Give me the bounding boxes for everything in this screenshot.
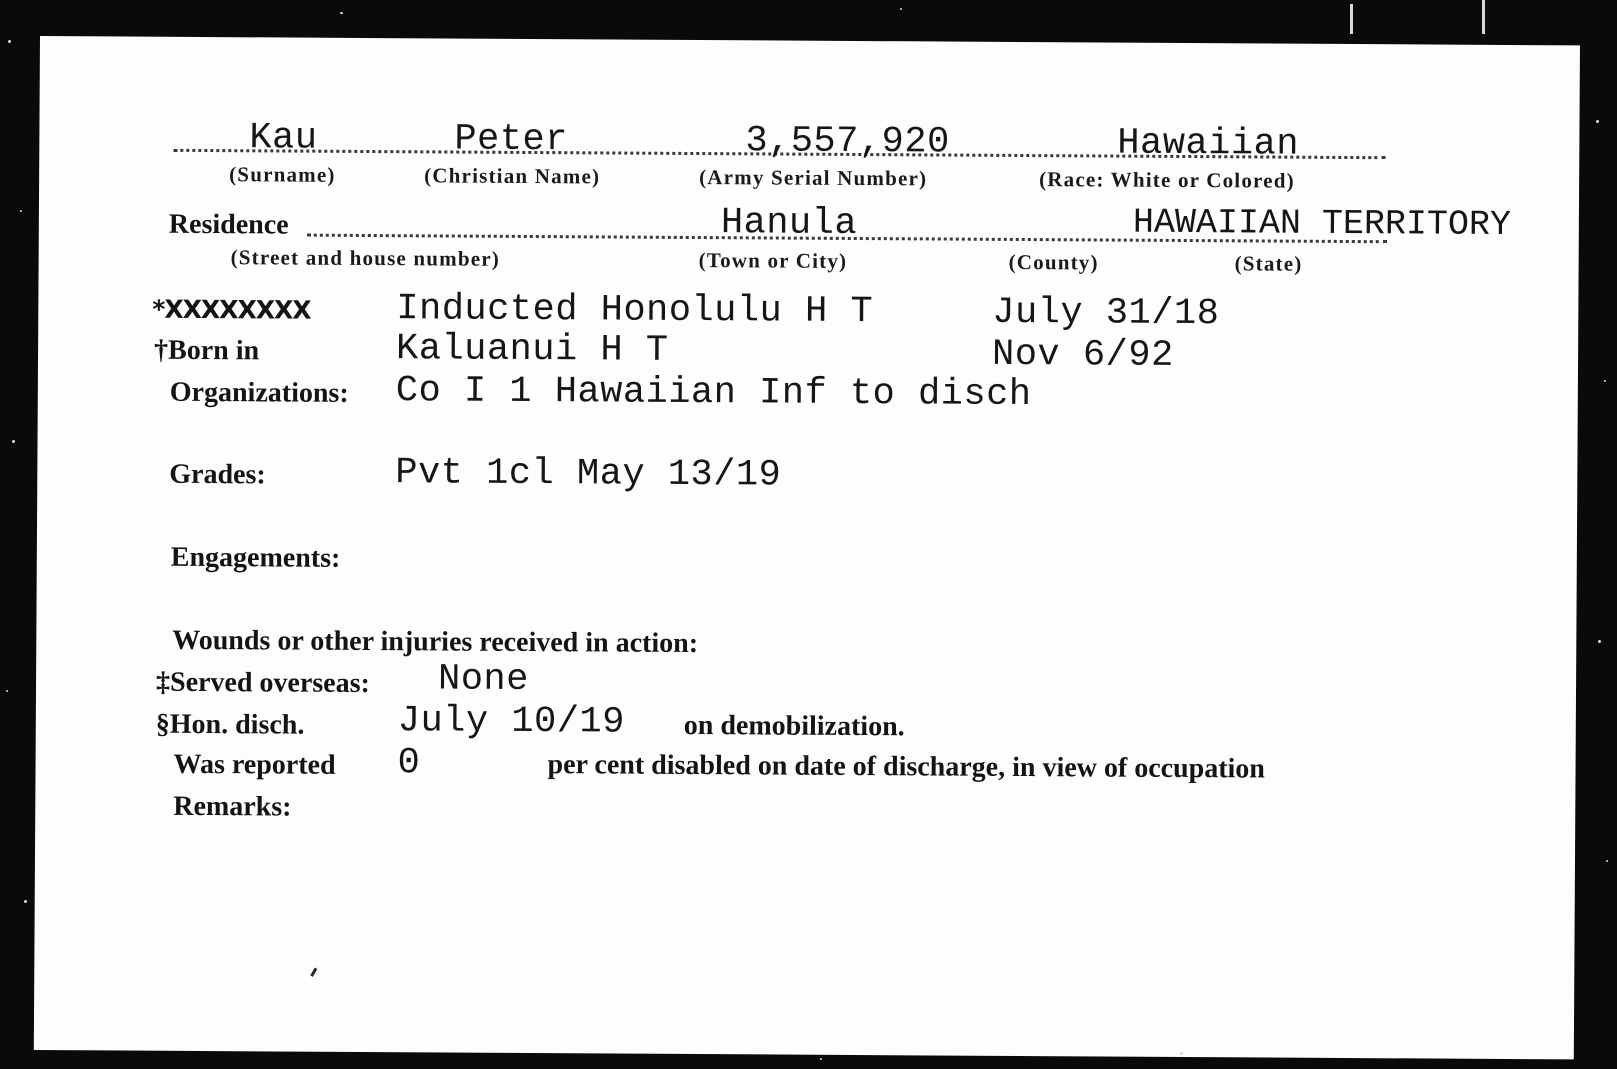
enlisted-label: *XXXXXXXX bbox=[152, 294, 311, 325]
scan-speck bbox=[1606, 860, 1608, 862]
race-value: Hawaiian bbox=[1117, 122, 1300, 166]
born-date: Nov 6/92 bbox=[991, 333, 1174, 377]
residence-state-value: HAWAIIAN TERRITORY bbox=[1132, 202, 1512, 245]
scan-speck bbox=[1350, 4, 1353, 34]
grades-value: Pvt 1cl May 13/19 bbox=[395, 452, 782, 497]
scan-speck bbox=[1180, 1052, 1183, 1055]
scan-speck bbox=[1598, 640, 1601, 643]
scan-speck bbox=[20, 210, 22, 212]
reported-disabled-percent: 0 bbox=[397, 742, 421, 785]
ink-mark bbox=[310, 968, 317, 977]
hon-disch-label: §Hon. disch. bbox=[155, 708, 305, 741]
enlisted-date: July 31/18 bbox=[992, 291, 1220, 336]
town-caption: (Town or City) bbox=[698, 248, 848, 273]
serial-number-caption: (Army Serial Number) bbox=[699, 165, 928, 191]
scan-speck bbox=[12, 440, 15, 443]
grades-label: Grades: bbox=[169, 458, 266, 491]
scan-speck bbox=[8, 40, 11, 43]
county-caption: (County) bbox=[1008, 249, 1099, 275]
record-card bbox=[34, 36, 1580, 1059]
wounds-label: Wounds or other injuries received in action: bbox=[172, 624, 699, 660]
street-caption: (Street and house number) bbox=[230, 245, 501, 271]
enlisted-value: Inducted Honolulu H T bbox=[396, 288, 874, 334]
serial-number-value: 3,557,920 bbox=[745, 120, 950, 164]
state-caption: (State) bbox=[1234, 251, 1303, 276]
hon-disch-date: July 10/19 bbox=[397, 700, 625, 744]
reported-suffix: per cent disabled on date of discharge, in view of occupation bbox=[547, 749, 1266, 785]
served-overseas-value: None bbox=[437, 658, 530, 701]
residence-town-value: Hanula bbox=[720, 202, 858, 245]
scan-speck bbox=[1596, 120, 1599, 123]
organizations-value: Co I 1 Hawaiian Inf to disch bbox=[395, 370, 1032, 417]
born-in-label: †Born in bbox=[153, 334, 260, 367]
reported-label: Was reported bbox=[173, 748, 336, 781]
christian-name-value: Peter bbox=[454, 118, 569, 162]
hon-disch-suffix: on demobilization. bbox=[683, 709, 905, 743]
born-in-value: Kaluanui H T bbox=[395, 328, 669, 372]
scan-speck bbox=[24, 900, 27, 903]
scan-speck bbox=[820, 1058, 822, 1060]
surname-value: Kau bbox=[249, 117, 318, 160]
engagements-label: Engagements: bbox=[170, 541, 341, 574]
scan-speck bbox=[1482, 0, 1485, 34]
scan-speck bbox=[900, 8, 902, 10]
scan-speck bbox=[6, 690, 8, 692]
christian-name-caption: (Christian Name) bbox=[424, 163, 601, 189]
organizations-label: Organizations: bbox=[169, 376, 349, 409]
residence-label: Residence bbox=[168, 208, 289, 241]
scan-speck bbox=[1604, 380, 1606, 382]
remarks-label: Remarks: bbox=[173, 790, 292, 823]
race-caption: (Race: White or Colored) bbox=[1039, 167, 1295, 193]
served-overseas-label: ‡Served overseas: bbox=[155, 666, 370, 700]
scan-speck bbox=[340, 12, 343, 14]
surname-caption: (Surname) bbox=[229, 162, 336, 187]
